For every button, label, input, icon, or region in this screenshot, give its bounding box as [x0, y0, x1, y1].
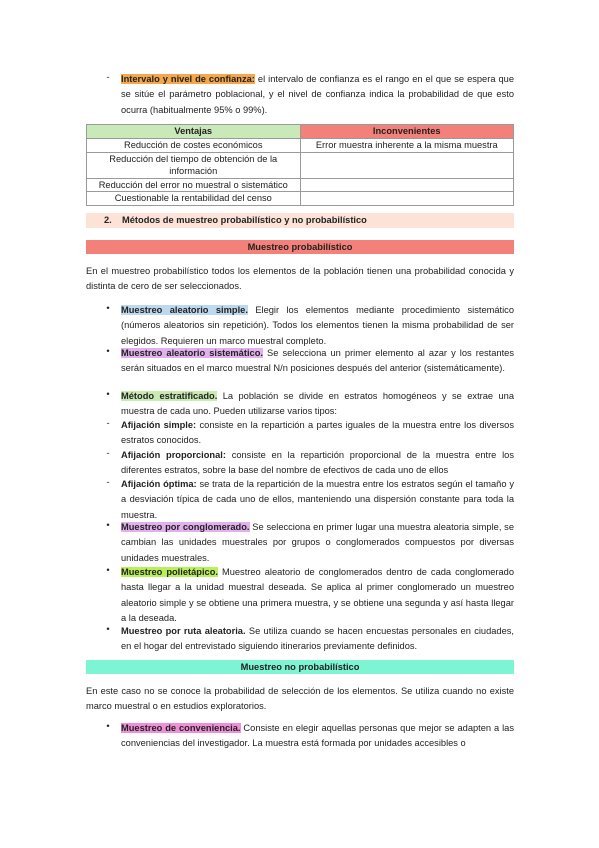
- item-text: Consiste en elegir aquellas personas que mejor se adapten a las conveniencias del investigador. La muestra está formada por unidades accesibles o: [121, 723, 514, 749]
- item-text: consiste en la repartición a partes iguales de la muestra entre los diversos estratos conocidos.: [121, 420, 514, 446]
- list-item: [121, 520, 514, 566]
- term-highlight: Método estratificado.: [121, 391, 218, 401]
- term-highlight: Intervalo y nivel de confianza:: [121, 74, 255, 84]
- nonprob-intro-paragraph: En este caso no se conoce la probabilidad de selección de los elementos. Se utiliza cuando no existe marco muestral o en estudios exploratorios.: [86, 686, 514, 712]
- list-marker: -: [106, 72, 110, 82]
- list-marker: •: [106, 346, 110, 356]
- list-marker: •: [106, 565, 110, 575]
- term-highlight: Muestreo aleatorio sistemático.: [121, 348, 263, 358]
- table-cell: [300, 152, 514, 178]
- list-item: [121, 721, 514, 752]
- table-row: [87, 152, 514, 178]
- table-row: [87, 139, 514, 153]
- term-highlight: Muestreo polietápico.: [121, 567, 218, 577]
- list-marker: -: [106, 418, 110, 428]
- list-item: [121, 346, 514, 377]
- term-bold: Afijación simple:: [121, 420, 197, 430]
- list-item: [121, 303, 514, 349]
- item-text: Se selecciona un primer elemento al azar y los restantes serán situados en el marco muestral N/n posiciones después del anterior (sistemáticamente).: [121, 348, 515, 374]
- confidence-interval-item: [121, 72, 514, 118]
- table-cell: [300, 192, 514, 206]
- section-title: Métodos de muestreo probabilístico y no probabilístico: [122, 215, 367, 225]
- list-marker: -: [106, 477, 110, 487]
- list-item: [121, 389, 514, 420]
- table-cell: Reducción del tiempo de obtención de la información: [87, 152, 301, 178]
- item-text: La población se divide en estratos homogéneos y se extrae una muestra de cada uno. Pueden utilizarse varios tipos:: [121, 391, 515, 417]
- section-heading: [86, 213, 514, 228]
- prob-intro-paragraph: En el muestreo probabilístico todos los elementos de la población tienen una probabilidad conocida y distinta de cero de ser seleccionados.: [86, 266, 514, 292]
- table-header-ventajas: Ventajas: [87, 125, 301, 139]
- item-text: Elegir los elementos mediante procedimiento sistemático (números aleatorios sin repetición). Todos los elementos tienen la misma probabilidad de ser elegidos. Requieren un marco muestral completo.: [121, 305, 515, 346]
- list-marker: •: [106, 721, 110, 731]
- table-cell: Cuestionable la rentabilidad del censo: [87, 192, 301, 206]
- term-bold: Afijación óptima:: [121, 479, 197, 489]
- list-marker: •: [106, 624, 110, 634]
- table-cell: Error muestra inherente a la misma muestra: [300, 139, 514, 153]
- table-cell: [300, 178, 514, 192]
- term-highlight: Muestreo de conveniencia.: [121, 723, 241, 733]
- list-marker: •: [106, 520, 110, 530]
- item-text: consiste en la repartición proporcional de la muestra entre los diferentes estratos, sobre la base del nombre de efectivos de cada uno de ellos: [121, 450, 514, 476]
- list-item: [121, 418, 514, 449]
- table-cell: Reducción de costes económicos: [87, 139, 301, 153]
- item-text: Se utiliza cuando se hacen encuestas personales en ciudades, en el hogar del entrevistado siguiendo itinerarios previamente definidos.: [121, 626, 514, 652]
- prob-heading-bar: Muestreo probabilístico: [86, 240, 514, 254]
- item-text: Muestreo aleatorio de conglomerados dentro de cada conglomerado hasta llegar a la unidad muestral deseada. Se aplica al primer conglomerado un muestreo aleatorio simple y se obtiene una primera muestra, y se obtiene una segunda y así hasta llegar a la deseada.: [121, 567, 514, 624]
- list-item: [121, 565, 514, 627]
- list-marker: •: [106, 303, 110, 313]
- table-row: [87, 192, 514, 206]
- item-text: Se selecciona en primer lugar una muestra aleatoria simple, se cambian las unidades muestrales por grupos o conglomerados compuestos por diversas unidades muestrales.: [121, 522, 515, 563]
- term-highlight: Muestreo por conglomerado.: [121, 522, 250, 532]
- term-highlight: Muestreo aleatorio simple.: [121, 305, 248, 315]
- item-text: el intervalo de confianza es el rango en el que se espera que se sitúe el parámetro poblacional, y el nivel de confianza indica la probabilidad de que esto ocurra (habitualmente 95% o 99%).: [121, 74, 514, 115]
- table-cell: Reducción del error no muestral o sistemático: [87, 178, 301, 192]
- term-bold: Muestreo por ruta aleatoria.: [121, 626, 246, 636]
- nonprob-heading-bar: Muestreo no probabilístico: [86, 660, 514, 674]
- item-text: se trata de la repartición de la muestra entre los estratos según el tamaño y a desviación típica de cada uno de ellos, manteniendo una dispersión constante para toda la muestra.: [121, 479, 514, 520]
- list-item: [121, 448, 514, 479]
- table-row: [87, 178, 514, 192]
- list-marker: •: [106, 389, 110, 399]
- section-number: 2.: [104, 215, 112, 225]
- list-item: [121, 477, 514, 523]
- list-item: [121, 624, 514, 655]
- term-bold: Afijación proporcional:: [121, 450, 226, 460]
- list-marker: -: [106, 448, 110, 458]
- advantages-table: [86, 124, 514, 206]
- table-header-inconvenientes: Inconvenientes: [300, 125, 514, 139]
